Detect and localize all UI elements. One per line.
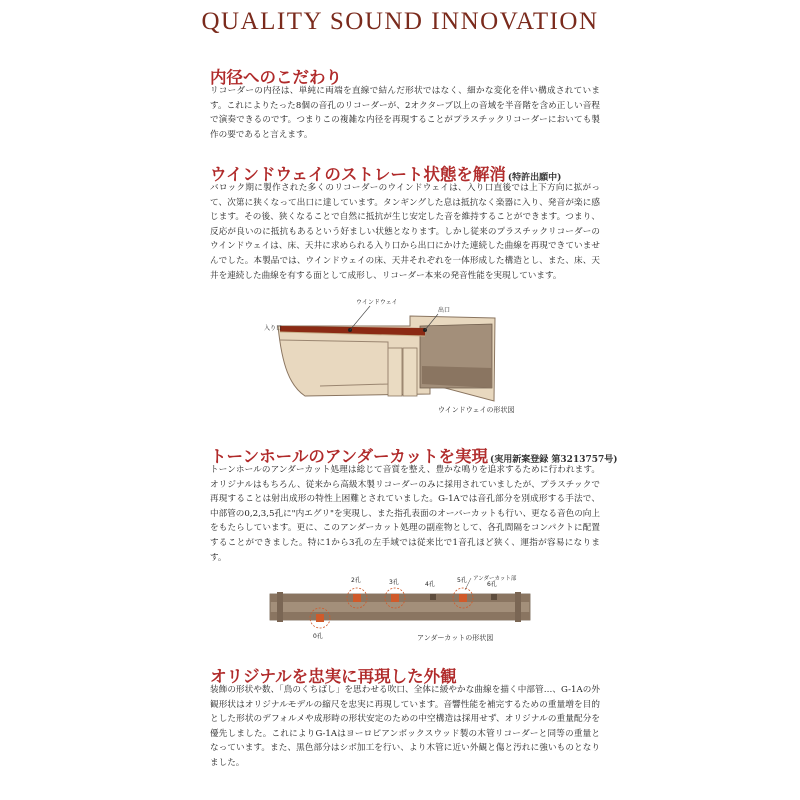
- figure2-caption: アンダーカットの形状図: [417, 634, 494, 642]
- section-note-registration: (実用新案登録 第3213757号): [490, 455, 618, 465]
- joint-ring-right: [515, 592, 521, 622]
- figure1-caption: ウインドウェイの形状図: [438, 406, 515, 414]
- label-exit: 出口: [438, 307, 451, 314]
- section-title-text: オリジナルを忠実に再現した外観: [210, 667, 457, 686]
- hole-6: [491, 594, 497, 600]
- hole-2-undercut: [353, 594, 361, 602]
- section-title-text: ウインドウェイのストレート状態を解消: [210, 165, 506, 184]
- windway-diagram: [260, 296, 520, 418]
- label-hole-4: 4孔: [425, 581, 435, 588]
- head-ring-2: [403, 348, 417, 396]
- section-title-text: 内径へのこだわり: [210, 68, 342, 87]
- label-undercut: アンダーカット部: [473, 576, 517, 582]
- section-body-bore: リコーダーの内径は、単純に両端を直線で結んだ形状ではなく、細かな変化を伴い構成されています。これによりたった8個の音孔のリコーダーが、2オクターブ以上の音域を半音階を含め正しい音程で演奏できるのです。つまりこの複雑な内径を再現することがプラスチックリコーダーにおいても製作の要であると言えます。: [210, 86, 600, 140]
- hole-0-undercut: [316, 614, 324, 622]
- undercut-diagram: [265, 574, 535, 646]
- section-body-undercut: トーンホールのアンダーカット処理は総じて音質を整え、豊かな鳴りを追求するために行われます。オリジナルはもちろん、従来から高級木製リコーダーのみに採用されていましたが、プラスチックで再現することは射出成形の特性上困難とされていました。G-1Aでは音孔部分を別成形する手法で、中部管の0,2,3,5孔に"内エグリ"を実現し、また指孔表面のオーバーカットも行い、更なる音色の向上をもたらしています。更に、このアンダーカット処理の副産物として、各孔間隔をコンパクトに配置することができました。特に1から3孔の左手域では従来比で1音孔ほど狭く、運指が容易になります。: [210, 465, 600, 563]
- section-body-appearance: 装飾の形状や数、「鳥のくちばし」を思わせる吹口、全体に緩やかな曲線を描く中部管…、G-1Aの外観形状はオリジナルモデルの縮尺を忠実に再現しています。音響性能を補完するための重量増を目的とした形状のデフォルメや成形時の形状安定のための中空構造は採用せず、オリジナルの重量配分を優先しました。これによりG-1Aはヨーロピアンボックスウッド製の木管リコーダーと同等の重量となっています。また、黒色部分はシボ加工を行い、より木管に近い外観と傷と汚れに強いものとなりました。: [210, 685, 600, 768]
- label-entrance: 入り口: [264, 325, 283, 332]
- label-hole-0: 0孔: [313, 633, 323, 640]
- section-title-text: トーンホールのアンダーカットを実現: [210, 447, 489, 466]
- hole-4: [430, 594, 436, 600]
- label-hole-5: 5孔: [457, 577, 467, 584]
- section-body-windway: バロック期に製作された多くのリコーダーのウインドウェイは、入り口直後では上下方向に拡がって、次第に狭くなって出口に達しています。タンギングした息は抵抗なく楽器に入り、発音が楽に感じます。その後、狭くなることで自然に抵抗が生じ安定した音を維持することができます。つまり、反応が良いのに抵抗もあるという好ましい状態となります。しかし従来のプラスチックリコーダーのウインドウェイは、床、天井に求められる入り口から出口にかけた連続した曲線を再現できていませんでした。本製品では、ウインドウェイの床、天井それぞれを一体形成した構造とし、また、床、天井を連続した曲線を有する面として成形し、リコーダー本来の発音性能を実現しています。: [210, 183, 600, 281]
- hole-3-undercut: [391, 594, 399, 602]
- head-ring-1: [388, 348, 402, 396]
- page-headline: QUALITY SOUND INNOVATION: [201, 8, 599, 35]
- label-hole-6: 6孔: [487, 581, 497, 588]
- label-windway: ウインドウェイ: [356, 299, 398, 306]
- hole-5-undercut: [459, 594, 467, 602]
- recorder-middle-bottom-shade: [270, 612, 530, 620]
- label-hole-3: 3孔: [389, 579, 399, 586]
- section-note-patent: (特許出願中): [507, 173, 562, 183]
- label-hole-2: 2孔: [351, 577, 361, 584]
- joint-ring-left: [277, 592, 283, 622]
